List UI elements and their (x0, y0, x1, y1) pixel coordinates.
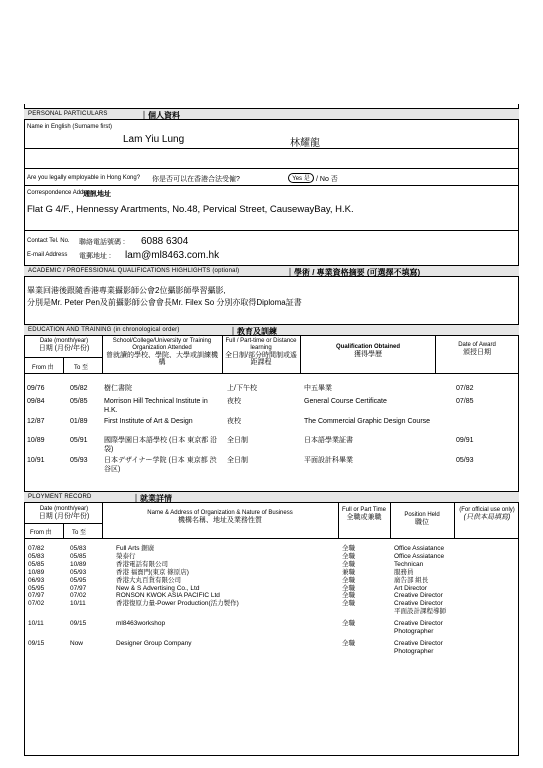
col-divider (454, 503, 455, 538)
col-divider (102, 336, 103, 373)
emp-ft-header: Full or Part Time 全職或兼職 (341, 507, 386, 521)
emp-cell-org: RONSON KWOK ASIA PACIFIC Ltd (116, 592, 220, 600)
name-en-value: Lam Yiu Lung (123, 134, 185, 145)
edu-cell-school: Morrison Hill Technical Institute in H.K. (104, 398, 208, 414)
edu-cell-award: 07/85 (456, 398, 474, 405)
emp-cell-from: 07/82 (28, 545, 45, 552)
emp-org-header: Name & Address of Organization & Nature of Business 機構名稱、地址及業務性質 (147, 510, 293, 524)
edu-cell-to: 05/85 (70, 398, 88, 405)
emp-cell-org: New & S Advertising Co., Ltd (116, 584, 200, 592)
academic-section-title-en: ACADEMIC / PROFESSIONAL QUALIFICATIONS HIGHLIGHTS (optional) (28, 268, 240, 274)
col-divider (390, 503, 391, 538)
emp-cell-from: 05/83 (28, 552, 45, 560)
emp-cell-org: Designer Group Company (116, 639, 192, 647)
edu-cell-mode: 全日制 (227, 437, 248, 444)
edu-date-header: Date (month/year) 日期 (月份/年份) (38, 338, 90, 352)
emp-cell-ft: 全職 (342, 545, 355, 552)
edu-cell-qual: 中五畢業 (304, 385, 332, 392)
academic-line-1: 畢業回港後跟隨香港專業攝影師公會2位攝影師學習攝影, (27, 286, 226, 295)
edu-cell-to: 05/91 (70, 437, 88, 444)
no-option[interactable]: / No 否 (316, 176, 338, 183)
emp-cell-from: 10/11 (28, 620, 44, 628)
emp-cell-from: 06/93 (28, 576, 45, 584)
personal-section-title-zh: ｜個人資料 (140, 111, 180, 120)
emp-cell-pos: 平面設計課程導師 (394, 608, 446, 616)
email-label-en: E-mail Address (27, 252, 68, 258)
edu-cell-mode: 夜校 (227, 398, 241, 405)
emp-cell-pos: Creative Director (394, 592, 443, 600)
address-label-zh: 通訊地址 (83, 191, 111, 198)
emp-cell-to: 07/97 (70, 584, 87, 592)
emp-cell-org: 香港復原力量-Power Production(活力製作) (116, 600, 239, 608)
edu-cell-award: 09/91 (456, 437, 474, 444)
emp-cell-from: 05/95 (28, 584, 45, 592)
col-divider (222, 336, 223, 373)
emp-cell-pos: Photographer (394, 647, 434, 655)
emp-cell-ft: 全職 (342, 560, 355, 568)
edu-from-header: From 由 (32, 365, 54, 371)
edu-cell-from: 10/91 (27, 457, 45, 464)
emp-cell-to: 10/11 (70, 600, 86, 608)
emp-official-header: (For official use only) (只供本局填寫) (459, 507, 515, 521)
emp-cell-to: 05/83 (70, 545, 87, 552)
edu-cell-school: 國際學園日本語學校 (日本 東京都 沿袋) (104, 437, 218, 453)
employment-section-header (24, 491, 519, 503)
emp-cell-to: Now (70, 639, 84, 647)
edu-cell-award: 05/93 (456, 457, 474, 464)
edu-qual-header: Qualification Obtained 獲得學歷 (335, 344, 400, 358)
edu-cell-qual: 平面設計科畢業 (304, 457, 353, 464)
divider (24, 538, 519, 539)
emp-cell-from: 10/89 (28, 568, 45, 576)
emp-cell-pos: Photographer (394, 628, 434, 635)
email-value: lam@ml8463.com.hk (125, 250, 220, 261)
emp-to-header: To 至 (72, 530, 87, 536)
divider (24, 168, 519, 169)
edu-cell-qual: 日本語學業証書 (304, 437, 353, 444)
emp-cell-pos: Office Assiatance (394, 545, 445, 552)
emp-cell-ft: 全職 (342, 639, 355, 647)
divider (24, 373, 519, 374)
edu-cell-from: 09/84 (27, 398, 45, 405)
emp-cell-org: 香港大丸百貨有限公司 (116, 576, 181, 584)
emp-cell-pos: Creative Director (394, 620, 443, 628)
emp-cell-org: Full Arts 鋸廣 (116, 545, 155, 552)
education-section-header (24, 324, 519, 336)
edu-cell-to: 05/82 (70, 385, 88, 392)
form-frame (24, 104, 519, 756)
emp-date-header: Date (month/year) 日期 (月份/年份) (38, 506, 90, 520)
edu-cell-mode: 夜校 (227, 418, 241, 425)
emp-cell-to: 07/02 (70, 592, 87, 600)
divider (24, 185, 519, 186)
edu-cell-qual: General Course Certificate (304, 398, 387, 405)
edu-cell-mode: 上/下午校 (227, 385, 257, 392)
emp-cell-pos: Office Assiatance (394, 552, 445, 560)
emp-cell-ft: 全職 (342, 592, 355, 600)
bottom-border (24, 755, 519, 756)
tel-value: 6088 6304 (141, 236, 189, 247)
col-divider (300, 336, 301, 373)
divider (24, 230, 519, 231)
employment-section-title-zh: ｜就業詳情 (132, 494, 172, 503)
emp-cell-to: 10/89 (70, 560, 87, 568)
tel-label-en: Contact Tel. No. (27, 238, 70, 244)
personal-section-header (24, 108, 519, 120)
edu-mode-header: Full / Part-time or Distance learning 全日制/部分時間制或遙距課程 (225, 338, 297, 366)
edu-award-header: Date of Award 頒授日期 (458, 342, 496, 356)
education-section-title-zh: ｜教育及訓練 (229, 327, 277, 336)
col-divider (63, 523, 64, 538)
emp-cell-ft: 全職 (342, 576, 355, 584)
emp-cell-to: 05/93 (70, 568, 87, 576)
emp-cell-from: 09/15 (28, 639, 45, 647)
edu-cell-from: 10/89 (27, 437, 45, 444)
edu-to-header: To 至 (74, 365, 89, 371)
col-divider (102, 503, 103, 538)
emp-cell-ft: 全職 (342, 600, 355, 608)
col-divider (435, 336, 436, 373)
emp-cell-from: 07/97 (28, 592, 45, 600)
personal-section-title-en: PERSONAL PARTICULARS (28, 111, 108, 117)
edu-cell-qual: The Commercial Graphic Design Course (304, 418, 431, 425)
edu-school-header: School/College/University or Training Organization Attended 曾就讀的學校、學院、大學或訓練機構 (106, 338, 218, 366)
col-divider (338, 503, 339, 538)
emp-cell-ft: 兼職 (342, 568, 355, 576)
emp-cell-from: 05/85 (28, 560, 45, 568)
emp-cell-to: 05/85 (70, 552, 87, 560)
education-section-title-en: EDUCATION AND TRAINING (in chronological order) (28, 327, 180, 333)
emp-cell-pos: Creative Director (394, 600, 443, 608)
address-value: Flat G 4/F., Hennessy Arartments, No.48, Pervical Street, CausewayBay, H.K. (27, 204, 354, 215)
emp-cell-org: 香港 福寶門(東京 篠原店) (116, 568, 189, 576)
emp-cell-pos: Art Director (394, 584, 427, 592)
edu-cell-to: 01/89 (70, 418, 88, 425)
emp-from-header: From 由 (30, 530, 52, 536)
employment-section-title-en: PLOYMENT RECORD (28, 494, 92, 500)
divider (24, 148, 519, 149)
emp-cell-pos: 廣告部 組長 (394, 576, 429, 584)
emp-cell-to: 05/95 (70, 576, 87, 584)
emp-cell-pos: 服務員 (394, 568, 414, 576)
employable-question-en: Are you legally employable in Hong Kong? (27, 175, 141, 181)
emp-cell-pos: Creative Director (394, 639, 443, 647)
emp-cell-org: ml8463workshop (116, 620, 166, 628)
edu-cell-from: 09/76 (27, 385, 45, 392)
emp-cell-ft: 全職 (342, 620, 355, 628)
edu-cell-school: 日本デザイナー学院 (日本 東京都 渋谷区) (104, 457, 217, 473)
emp-cell-pos: Technican (394, 560, 424, 568)
emp-cell-ft: 全職 (342, 552, 355, 560)
academic-line-2: 分別是Mr. Peter Pen及前攝影師公會會長Mr. Filex So 分別亦取得Diploma証書 (27, 298, 302, 307)
edu-cell-school: First Institute of Art & Design (104, 418, 193, 425)
edu-cell-award: 07/82 (456, 385, 474, 392)
emp-pos-header: Position Held 職位 (404, 512, 440, 526)
edu-cell-school: 樹仁書院 (104, 385, 132, 392)
emp-cell-to: 09/15 (70, 620, 87, 628)
emp-cell-ft: 全職 (342, 584, 355, 592)
academic-section-title-zh: ｜學術 / 專業資格摘要 (可選擇不填寫) (286, 268, 421, 277)
name-label: Name in English (Surname first) (27, 124, 113, 130)
emp-cell-from: 07/02 (28, 600, 45, 608)
emp-cell-org: 榮泰行 (116, 552, 136, 560)
academic-section-header (24, 265, 519, 277)
name-zh-value: 林耀龍 (290, 138, 320, 149)
edu-cell-mode: 全日制 (227, 457, 248, 464)
emp-cell-org: 香港電話有限公司 (116, 560, 168, 568)
yes-option-circled[interactable]: Yes 是 (288, 173, 314, 183)
email-label-zh: 電郵地址 : (79, 253, 111, 260)
employable-question-zh: 你是否可以在香港合法受僱? (152, 176, 240, 183)
address-label-en: Correspondence Address (27, 190, 95, 196)
col-divider (63, 357, 64, 373)
edu-cell-to: 05/93 (70, 457, 88, 464)
edu-cell-from: 12/87 (27, 418, 45, 425)
tel-label-zh: 聯絡電話號碼 : (79, 239, 125, 246)
